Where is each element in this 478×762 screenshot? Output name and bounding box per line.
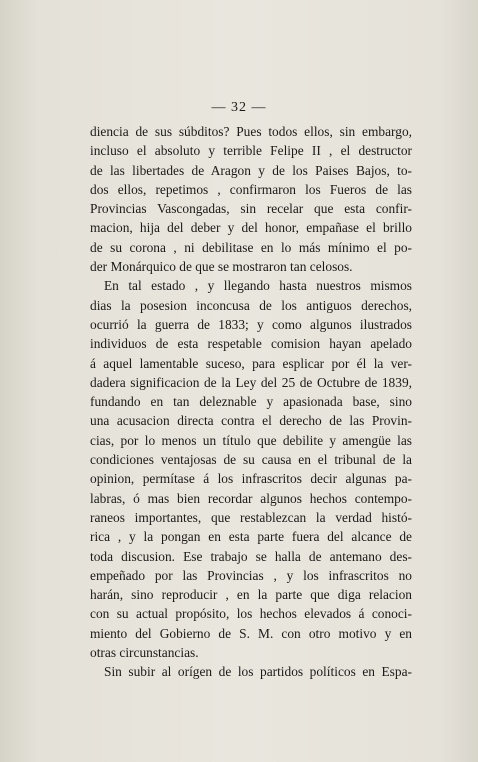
text-line: Provincias Vascongadas, sin recelar que esta confir-: [90, 201, 412, 217]
text-line: fundando en tan deleznable y apasionada base, sino: [90, 394, 412, 410]
page-number: — 32 —: [211, 100, 267, 115]
text-line: dos ellos, repetimos , confirmaron los Fueros de las: [90, 181, 412, 197]
text-line: cias, por lo menos un título que debilite y amengüe las: [90, 432, 412, 448]
text-line: der Monárquico de que se mostraron tan celosos.: [90, 259, 353, 275]
text-line: á aquel lamentable suceso, para esplicar por él la ver-: [90, 355, 412, 371]
text-line: rica , y la pongan en esta parte fuera del alcance de: [90, 529, 412, 545]
text-line: incluso el absoluto y terrible Felipe II , el destructor: [90, 143, 412, 159]
text-line: con su actual propósito, los hechos elevados á conoci-: [90, 606, 412, 622]
text-line: otras circunstancias.: [90, 645, 199, 661]
text-line: de su corona , ni debilitase en lo más mínimo el po-: [90, 239, 412, 255]
body-text: [90, 122, 412, 682]
text-line: una acusacion directa contra el derecho de las Provin-: [90, 413, 412, 429]
text-line: labras, ó mas bien recordar algunos hechos contempo-: [90, 490, 412, 506]
text-line: ocurrió la guerra de 1833; y como algunos ilustrados: [90, 316, 412, 332]
text-line: opinion, permítase á los infrascritos decir algunas pa-: [90, 471, 412, 487]
text-line: macion, hija del deber y del honor, empañase el brillo: [90, 220, 412, 236]
paragraph-start-line: Sin subir al orígen de los partidos políticos en Espa-: [104, 664, 412, 680]
text-line: toda discusion. Ese trabajo se halla de antemano des-: [90, 548, 412, 564]
text-line: dias la posesion inconcusa de los antiguos derechos,: [90, 297, 412, 313]
paragraph-start-line: En tal estado , y llegando hasta nuestros mismos: [104, 278, 412, 294]
text-line: condiciones ventajosas de su causa en el tribunal de la: [90, 452, 412, 468]
text-line: empeñado por las Provincias , y los infrascritos no: [90, 567, 412, 583]
text-line: diencia de sus súbditos? Pues todos ellos, sin embargo,: [90, 124, 412, 139]
text-line: harán, sino reproducir , en la parte que diga relacion: [90, 587, 412, 603]
text-line: dadera significacion de la Ley del 25 de Octubre de 1839,: [90, 374, 412, 390]
text-line: miento del Gobierno de S. M. con otro motivo y en: [90, 625, 412, 641]
text-line: raneos importantes, que restablezcan la verdad histó-: [90, 509, 412, 525]
text-line: de las libertades de Aragon y de los Paises Bajos, to-: [90, 162, 412, 178]
text-line: individuos de esta respetable comision hayan apelado: [90, 336, 412, 352]
